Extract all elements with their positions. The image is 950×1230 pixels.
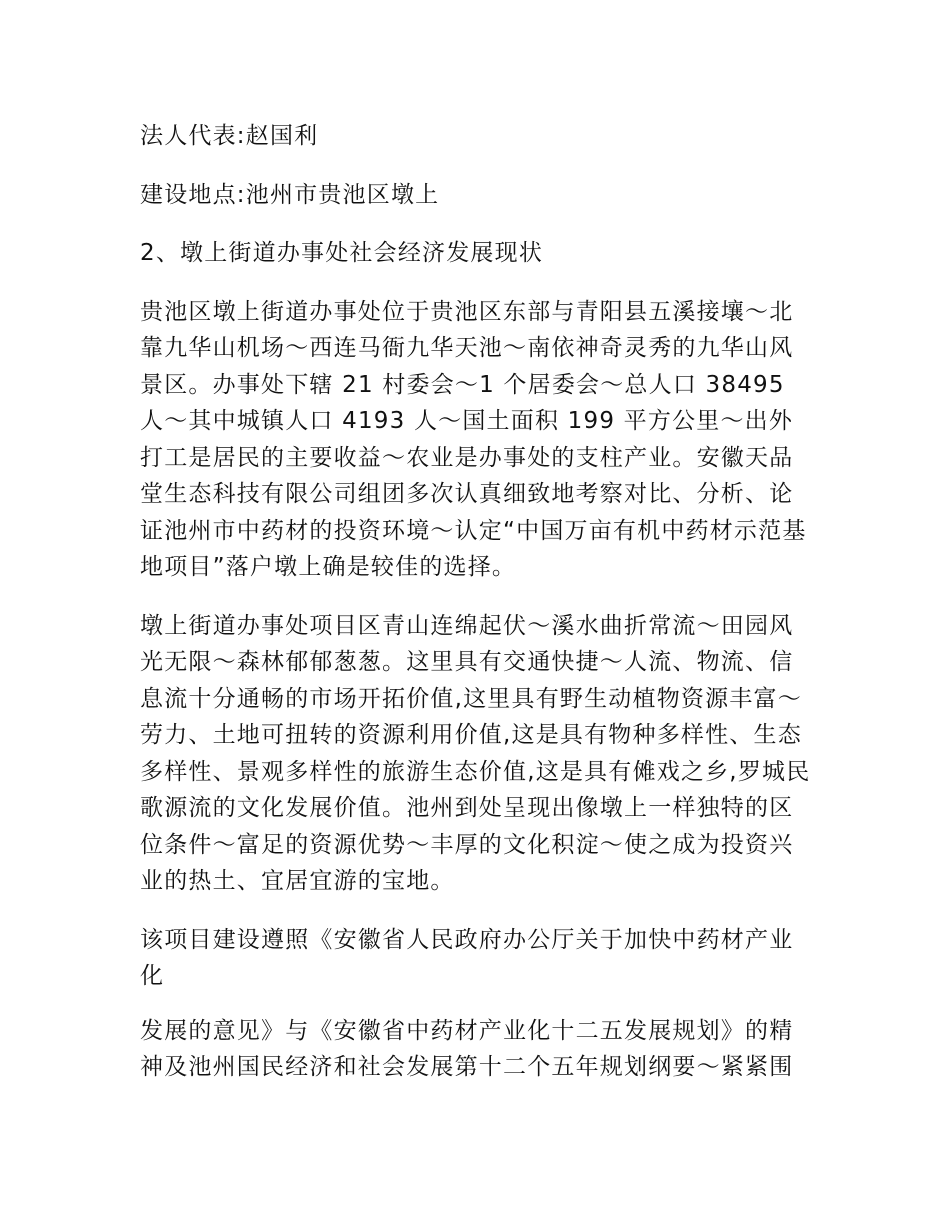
paragraph-basis-part2: 发展的意见》与《安徽省中药材产业化十二五发展规划》的精神及池州国民经济和社会发展第十二个五年规划纲要～紧紧围 xyxy=(140,1017,794,1080)
legal-representative-line: 法人代表:赵国利 xyxy=(140,123,319,149)
paragraph-project-area: 墩上街道办事处项目区青山连绵起伏～溪水曲折常流～田园风光无限～森林郁郁葱葱。这里具有交通快捷～人流、物流、信息流十分通畅的市场开拓价值,这里具有野生动植物资源丰富～劳力、土地可扭转的资源利用价值,这是具有物种多样性、生态多样性、景观多样性的旅游生态价值,这是具有傩戏之乡,罗城民歌源流的文化发展价值。池州到处呈现出像墩上一样独特的区位条件～富足的资源优势～丰厚的文化积淀～使之成为投资兴业的热土、宜居宜游的宝地。 xyxy=(140,612,811,894)
document-body xyxy=(140,118,812,1086)
section-heading: 2、墩上街道办事处社会经济发展现状 xyxy=(140,240,544,266)
paragraph-basis-part1: 该项目建设遵照《安徽省人民政府办公厅关于加快中药材产业化 xyxy=(140,926,794,989)
construction-location-line: 建设地点:池州市贵池区墩上 xyxy=(140,181,440,208)
paragraph-overview: 贵池区墩上街道办事处位于贵池区东部与青阳县五溪接壤～北靠九华山机场～西连马衙九华天池～南依神奇灵秀的九华山风景区。办事处下辖 21 村委会～1 个居委会～总人口 38495 人～其中城镇人口 4193 人～国土面积 199 平方公里～出外打工是居民的主要收益～农业是办事处的支柱产业。安徽天品堂生态科技有限公司组团多次认真细致地考察对比、分析、论证池州市中药材的投资环境～认定“中国万亩有机中药材示范基地项目”落户墩上确是较佳的选择。 xyxy=(140,298,807,580)
